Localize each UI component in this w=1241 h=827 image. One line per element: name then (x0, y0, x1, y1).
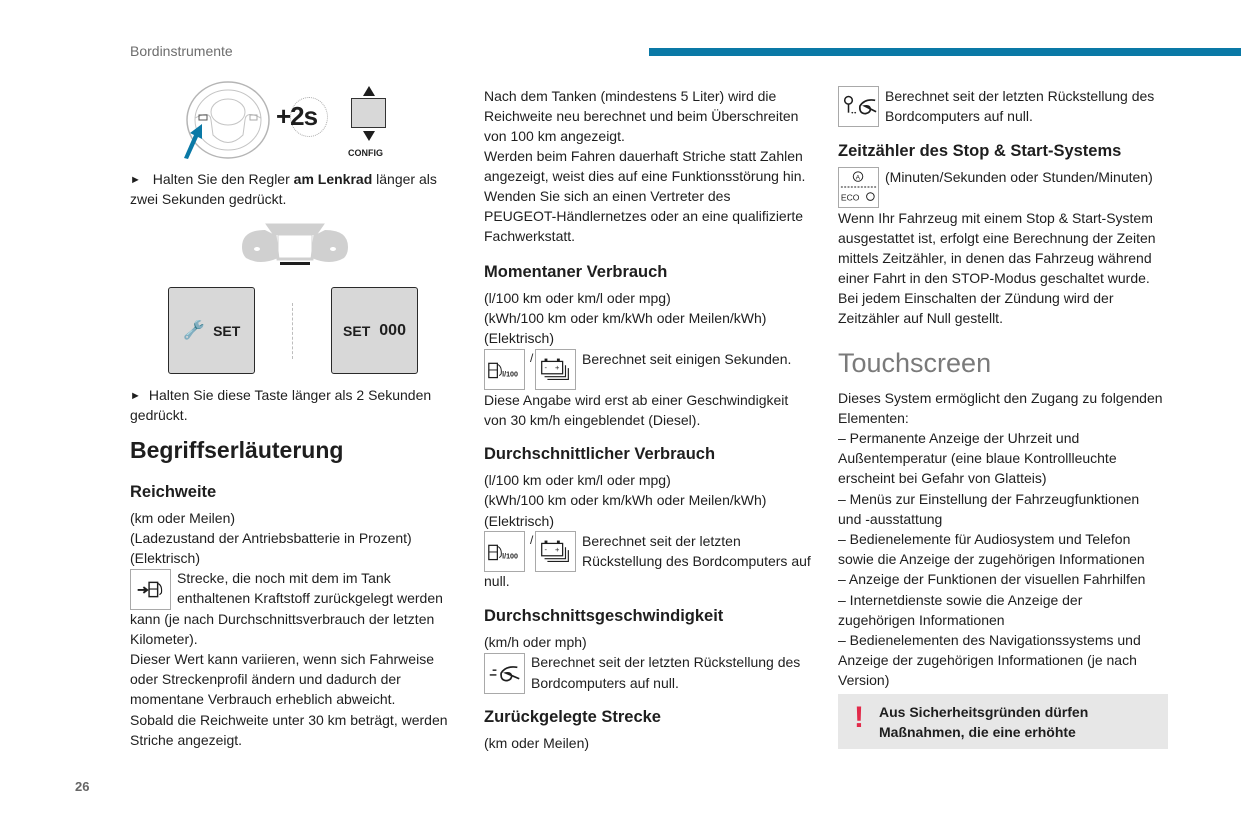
warning-exclamation-icon: ! (854, 701, 864, 734)
zeitzaehler-desc-3: mittels Zeitzähler, in denen das Fahrzeug während (838, 250, 1152, 266)
touchscreen-list-item: – Bedienelementen des Navigationssystems und (838, 632, 1141, 648)
touchscreen-list-item: Version) (838, 672, 890, 688)
arrow-up-icon (363, 86, 375, 96)
heading-momentaner-verbrauch: Momentaner Verbrauch (484, 263, 668, 281)
durchschnitt-desc-1: Berechnet seit der letzten (582, 533, 741, 549)
strecke-desc-2: Bordcomputers auf null. (885, 108, 1033, 124)
durchschnitt-unit-1: (l/100 km oder km/l oder mpg) (484, 472, 671, 488)
refuel-text-3: von 100 km angezeigt. (484, 128, 625, 144)
reichweite-desc-3: kann (je nach Durchschnittsverbrauch der letzten (130, 611, 435, 627)
arrow-down-icon (363, 131, 375, 141)
svg-text:+: + (555, 544, 560, 554)
panel-divider (292, 303, 293, 359)
reichweite-desc-9: Striche angezeigt. (130, 732, 243, 748)
momentan-unit-3: (Elektrisch) (484, 330, 555, 346)
instruction-hold-button: ► Halten Sie diese Taste länger als 2 Sekunden (130, 385, 431, 407)
touchscreen-text: Elementen: (838, 410, 909, 426)
two-second-timer-icon (276, 97, 328, 141)
touchscreen-list-item: sowie die Anzeige der zugehörigen Informationen (838, 551, 1145, 567)
zeitzaehler-desc-4: einer Fahrt in den STOP-Modus geschaltet wurde. (838, 270, 1150, 286)
refuel-text-5: angezeigt, weist dies auf eine Funktionsstörung hin. (484, 168, 806, 184)
average-speed-icon (484, 653, 525, 694)
svg-text:-: - (544, 362, 548, 372)
svg-text:+: + (555, 362, 560, 372)
steering-wheel-icon (180, 80, 270, 162)
svg-text:-: - (544, 544, 548, 554)
heading-durchschnittsgeschwindigkeit: Durchschnittsgeschwindigkeit (484, 607, 724, 625)
reichweite-desc-7: momentane Verbrauch erheblich abweicht. (130, 691, 396, 707)
battery-consumption-avg-icon (535, 531, 576, 572)
reichweite-desc-1: Strecke, die noch mit dem im Tank (177, 570, 391, 586)
momentan-note-2: von 30 km/h eingeblendet (Diesel). (484, 412, 701, 428)
reichweite-battery: (Ladezustand der Antriebsbatterie in Prozent) (130, 530, 412, 546)
header-accent-bar (649, 48, 1241, 56)
refuel-text-7: PEUGEOT-Händlernetzes oder an eine qualifizierte (484, 208, 804, 224)
touchscreen-text: Dieses System ermöglicht den Zugang zu folgenden (838, 390, 1163, 406)
durchschnitt-desc-2: Rückstellung des Bordcomputers auf (582, 553, 811, 569)
geschwindigkeit-desc-2: Bordcomputers auf null. (531, 675, 679, 691)
steering-wheel-figure (180, 80, 400, 162)
momentan-desc: Berechnet seit einigen Sekunden. (582, 351, 792, 367)
refuel-text-1: Nach dem Tanken (mindestens 5 Liter) wird die (484, 88, 777, 104)
heading-durchschnittlicher-verbrauch: Durchschnittlicher Verbrauch (484, 445, 716, 463)
section-title: Bordinstrumente (130, 43, 233, 59)
reichweite-unit: (km oder Meilen) (130, 510, 236, 526)
fuel-consumption-avg-icon (484, 531, 525, 572)
instrument-cluster-icon (240, 222, 350, 268)
heading-touchscreen: Touchscreen (838, 348, 992, 378)
durchschnitt-unit-3: (Elektrisch) (484, 513, 555, 529)
distance-travelled-icon (838, 86, 879, 127)
config-button-figure (348, 86, 392, 162)
strecke-unit: (km oder Meilen) (484, 735, 590, 751)
touchscreen-list-item: Anzeige der zugehörigen Informationen (je nach (838, 652, 1137, 668)
slash-separator: / (530, 533, 534, 547)
stop-start-timer-icon (838, 167, 879, 208)
zeitzaehler-desc-6: Zeitzähler auf Null gestellt. (838, 310, 1003, 326)
zeitzaehler-desc-5: Bei jedem Einschalten der Zündung wird der (838, 290, 1114, 306)
touchscreen-list-item: und -ausstattung (838, 511, 943, 527)
reichweite-desc-2: enthaltenen Kraftstoff zurückgelegt werden (177, 590, 443, 606)
heading-begriffserlaeuterung: Begriffserläuterung (130, 437, 344, 463)
momentan-unit-2: (kWh/100 km oder km/kWh oder Meilen/kWh) (484, 310, 767, 326)
heading-zurueckgelegte-strecke: Zurückgelegte Strecke (484, 708, 661, 726)
set-panel-wrench: 🔧 SET (168, 287, 255, 374)
touchscreen-list-item: – Bedienelemente für Audiosystem und Telefon (838, 531, 1131, 547)
touchscreen-list-item: – Internetdienste sowie die Anzeige der (838, 592, 1083, 608)
touchscreen-list-item: – Permanente Anzeige der Uhrzeit und (838, 430, 1080, 446)
touchscreen-list-item: – Anzeige der Funktionen der visuellen Fahrhilfen (838, 571, 1146, 587)
instruction-hold-wheel-control: ► Halten Sie den Regler am Lenkrad länger als (130, 169, 437, 191)
refuel-text-4: Werden beim Fahren dauerhaft Striche statt Zahlen (484, 148, 803, 164)
durchschnitt-desc-3: null. (484, 573, 510, 589)
reichweite-desc-8: Sobald die Reichweite unter 30 km beträgt, werden (130, 712, 448, 728)
svg-text:ECO: ECO (840, 192, 860, 203)
slash-separator: / (530, 351, 534, 365)
svg-text:A: A (855, 174, 861, 182)
set-panel-reset: SET 000 (331, 287, 418, 374)
instruction-hold-button-line2: gedrückt. (130, 407, 188, 423)
refuel-text-2: Reichweite neu berechnet und beim Überschreiten (484, 108, 799, 124)
safety-warning-box (838, 694, 1168, 749)
touchscreen-list-item: erscheint bei Gefahr von Glatteis) (838, 470, 1047, 486)
geschwindigkeit-unit: (km/h oder mph) (484, 634, 587, 650)
svg-text:l/100: l/100 (502, 370, 518, 379)
touchscreen-list-item: zugehörigen Informationen (838, 612, 1005, 628)
heading-reichweite: Reichweite (130, 483, 217, 501)
range-fuel-icon (130, 569, 171, 610)
battery-consumption-icon (535, 349, 576, 390)
refuel-text-6: Wenden Sie sich an einen Vertreter des (484, 188, 731, 204)
reichweite-desc-5: Dieser Wert kann variieren, wenn sich Fahrweise (130, 651, 434, 667)
momentan-note-1: Diese Angabe wird erst ab einer Geschwindigkeit (484, 392, 789, 408)
reichweite-desc-4: Kilometer). (130, 631, 198, 647)
wrench-icon: 🔧 (182, 320, 206, 340)
zeitzaehler-desc-2: ausgestattet ist, erfolgt eine Berechnung der Zeiten (838, 230, 1156, 246)
zeitzaehler-unit: (Minuten/Sekunden oder Stunden/Minuten) (885, 169, 1153, 185)
svg-text:l/100: l/100 (502, 552, 518, 561)
geschwindigkeit-desc-1: Berechnet seit der letzten Rückstellung des (531, 654, 801, 670)
timer-label: +2s (276, 101, 318, 131)
touchscreen-list-item: Außentemperatur (eine blaue Kontrollleuchte (838, 450, 1117, 466)
reichweite-desc-6: oder Streckenprofil ändern und dadurch der (130, 671, 401, 687)
heading-zeitzaehler: Zeitzähler des Stop & Start-Systems (838, 142, 1122, 160)
zeitzaehler-desc-1: Wenn Ihr Fahrzeug mit einem Stop & Start-System (838, 210, 1153, 226)
durchschnitt-unit-2: (kWh/100 km oder km/kWh oder Meilen/kWh) (484, 492, 767, 508)
touchscreen-list-item: – Menüs zur Einstellung der Fahrzeugfunktionen (838, 491, 1140, 507)
refuel-text-8: Fachwerkstatt. (484, 228, 576, 244)
page-number: 26 (75, 779, 90, 794)
instruction-hold-wheel-control-line2: zwei Sekunden gedrückt. (130, 191, 287, 207)
config-label: CONFIG (348, 148, 383, 158)
reichweite-electric: (Elektrisch) (130, 550, 201, 566)
momentan-unit-1: (l/100 km oder km/l oder mpg) (484, 290, 671, 306)
fuel-consumption-icon (484, 349, 525, 390)
strecke-desc-1: Berechnet seit der letzten Rückstellung des (885, 88, 1155, 104)
warning-text: Aus Sicherheitsgründen dürfen Maßnahmen, die eine erhöhte (879, 704, 1089, 740)
